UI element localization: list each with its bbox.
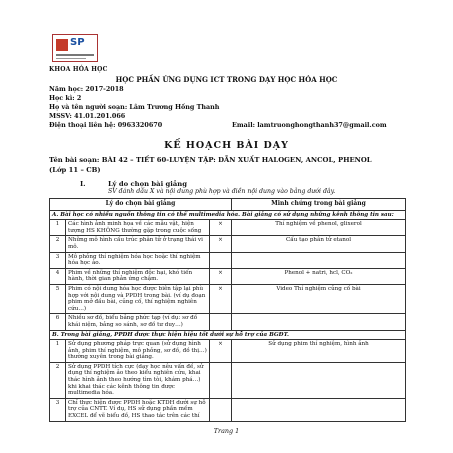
selection-mark[interactable]: × [210,340,232,363]
table-row: 1 Các hình ảnh minh họa về các mẫu vật, hiện tượng HS KHÔNG thường gặp trong cuộc sống × Thí nghiệm về phenol, glixerol [50,220,406,236]
term: 2 [76,94,82,102]
selection-mark[interactable] [210,362,232,398]
column-header-reason: Lý do chọn bài giảng [50,199,232,211]
reason-table [49,198,406,422]
section-b-row [50,330,406,340]
logo-emblem-icon [56,39,68,51]
selection-mark[interactable]: × [210,284,232,313]
phone-line: Điện thoại liên hệ: 0963320670 [49,121,163,129]
section-a-title: A. Bài học có nhiều nguồn thông tin có thể multimedia hóa. Bài giảng có sử dụng những kênh thông tin sau: [50,210,406,220]
course-title: HỌC PHẦN ỨNG DỤNG ICT TRONG DẠY HỌC HÓA HỌC [115,75,338,84]
table-row: 1 Sử dụng phương pháp trực quan (sử dụng hình ảnh, phim thí nghiệm, mô phỏng, sơ đồ, đồ thị…) thường xuyên trong bài giảng. × Sử dụng phim thí nghiệm, hình ảnh [50,340,406,363]
table-row: 5 Phim có nội dung hóa học được biên tập lại phù hợp với nội dung và PPDH trong bài. (ví dụ đoạn phim mở đầu bài, củng cố, thí nghiệm nghiên cứu…) × Video Thí nghiệm củng cố bài [50,284,406,313]
school-year: 2017-2018 [85,85,124,93]
email-address: lamtruonghongthanh37@gmail.com [257,121,387,129]
selection-mark[interactable] [210,398,232,421]
email-line: Email: lamtruonghongthanh37@gmail.com [232,121,387,129]
table-row: 6 Nhiều sơ đồ, biểu bảng phức tạp (ví dụ: sơ đồ khái niệm, bảng so sánh, sơ đồ tư duy…) [50,314,406,330]
plan-title: KẾ HOẠCH BÀI DẠY [164,140,289,151]
section-title: Lý do chọn bài giảng [108,180,187,188]
logo-text: SP [70,37,85,48]
selection-mark[interactable]: × [210,236,232,252]
phone-number: 0963320670 [117,121,163,129]
student-id: 41.01.201.066 [74,112,126,120]
section-b-title: B. Trong bài giảng, PPDH được thực hiện hiệu tốt dưới sự hỗ trợ của BGĐT. [50,330,406,340]
author-name: Lâm Trương Hồng Thanh [129,103,220,111]
student-id-line: MSSV: 41.01.201.066 [49,112,126,120]
lesson-class: (Lớp 11 – CB) [49,166,101,174]
table-row: 2 Những mô hình cấu trúc phân tử ở trạng thái vi mô. × Cấu tạo phân tử etanol [50,236,406,252]
section-a-row [50,210,406,220]
selection-mark[interactable] [210,314,232,330]
term-line: Học kì: 2 [49,94,82,102]
section-heading [80,180,187,188]
table-header-row [50,199,406,211]
page-number: Trang 1 [213,427,240,435]
school-year-line: Năm học: 2017-2018 [49,85,124,93]
table-row: 4 Phim về những thí nghiệm độc hại, khó tiến hành, thời gian phản ứng chậm. × Phenol + natri, hcl, CO₂ [50,268,406,284]
section-number: I. [80,180,86,188]
lesson-title: Tên bài soạn: BÀI 42 – TIẾT 60-LUYỆN TẬP: DẪN XUẤT HALOGEN, ANCOL, PHENOL [49,156,372,164]
table-row: 2 Sử dụng PPDH tích cực (dạy học nêu vấn đề, sử dụng thí nghiệm ảo theo kiểu nghiên cứu, khai thác hình ảnh theo hướng tìm tòi, khám phá…) khi khai thác các kênh thông tin được multimedia hóa. [50,362,406,398]
table-row: 3 Mô phỏng thí nghiệm hóa học hoặc thí nghiệm hóa học ảo. [50,252,406,268]
selection-mark[interactable] [210,252,232,268]
table-row: 3 Chỉ thực hiện được PPDH hoặc KTDH dưới sự hỗ trợ của CNTT. Ví dụ, HS sử dụng phần mềm EXCEL để vẽ biểu đồ, HS thao tác trên các thí [50,398,406,421]
column-header-evidence: Minh chứng trong bài giảng [232,199,406,211]
author-line: Họ và tên người soạn: Lâm Trương Hồng Thanh [49,103,220,111]
faculty-name: KHOA HÓA HỌC [49,66,108,73]
selection-mark[interactable]: × [210,220,232,236]
section-instruction: SV đánh dấu X và nội dung phù hợp và điền nội dung vào bảng dưới đây. [108,188,336,195]
selection-mark[interactable]: × [210,268,232,284]
university-logo [52,34,98,62]
